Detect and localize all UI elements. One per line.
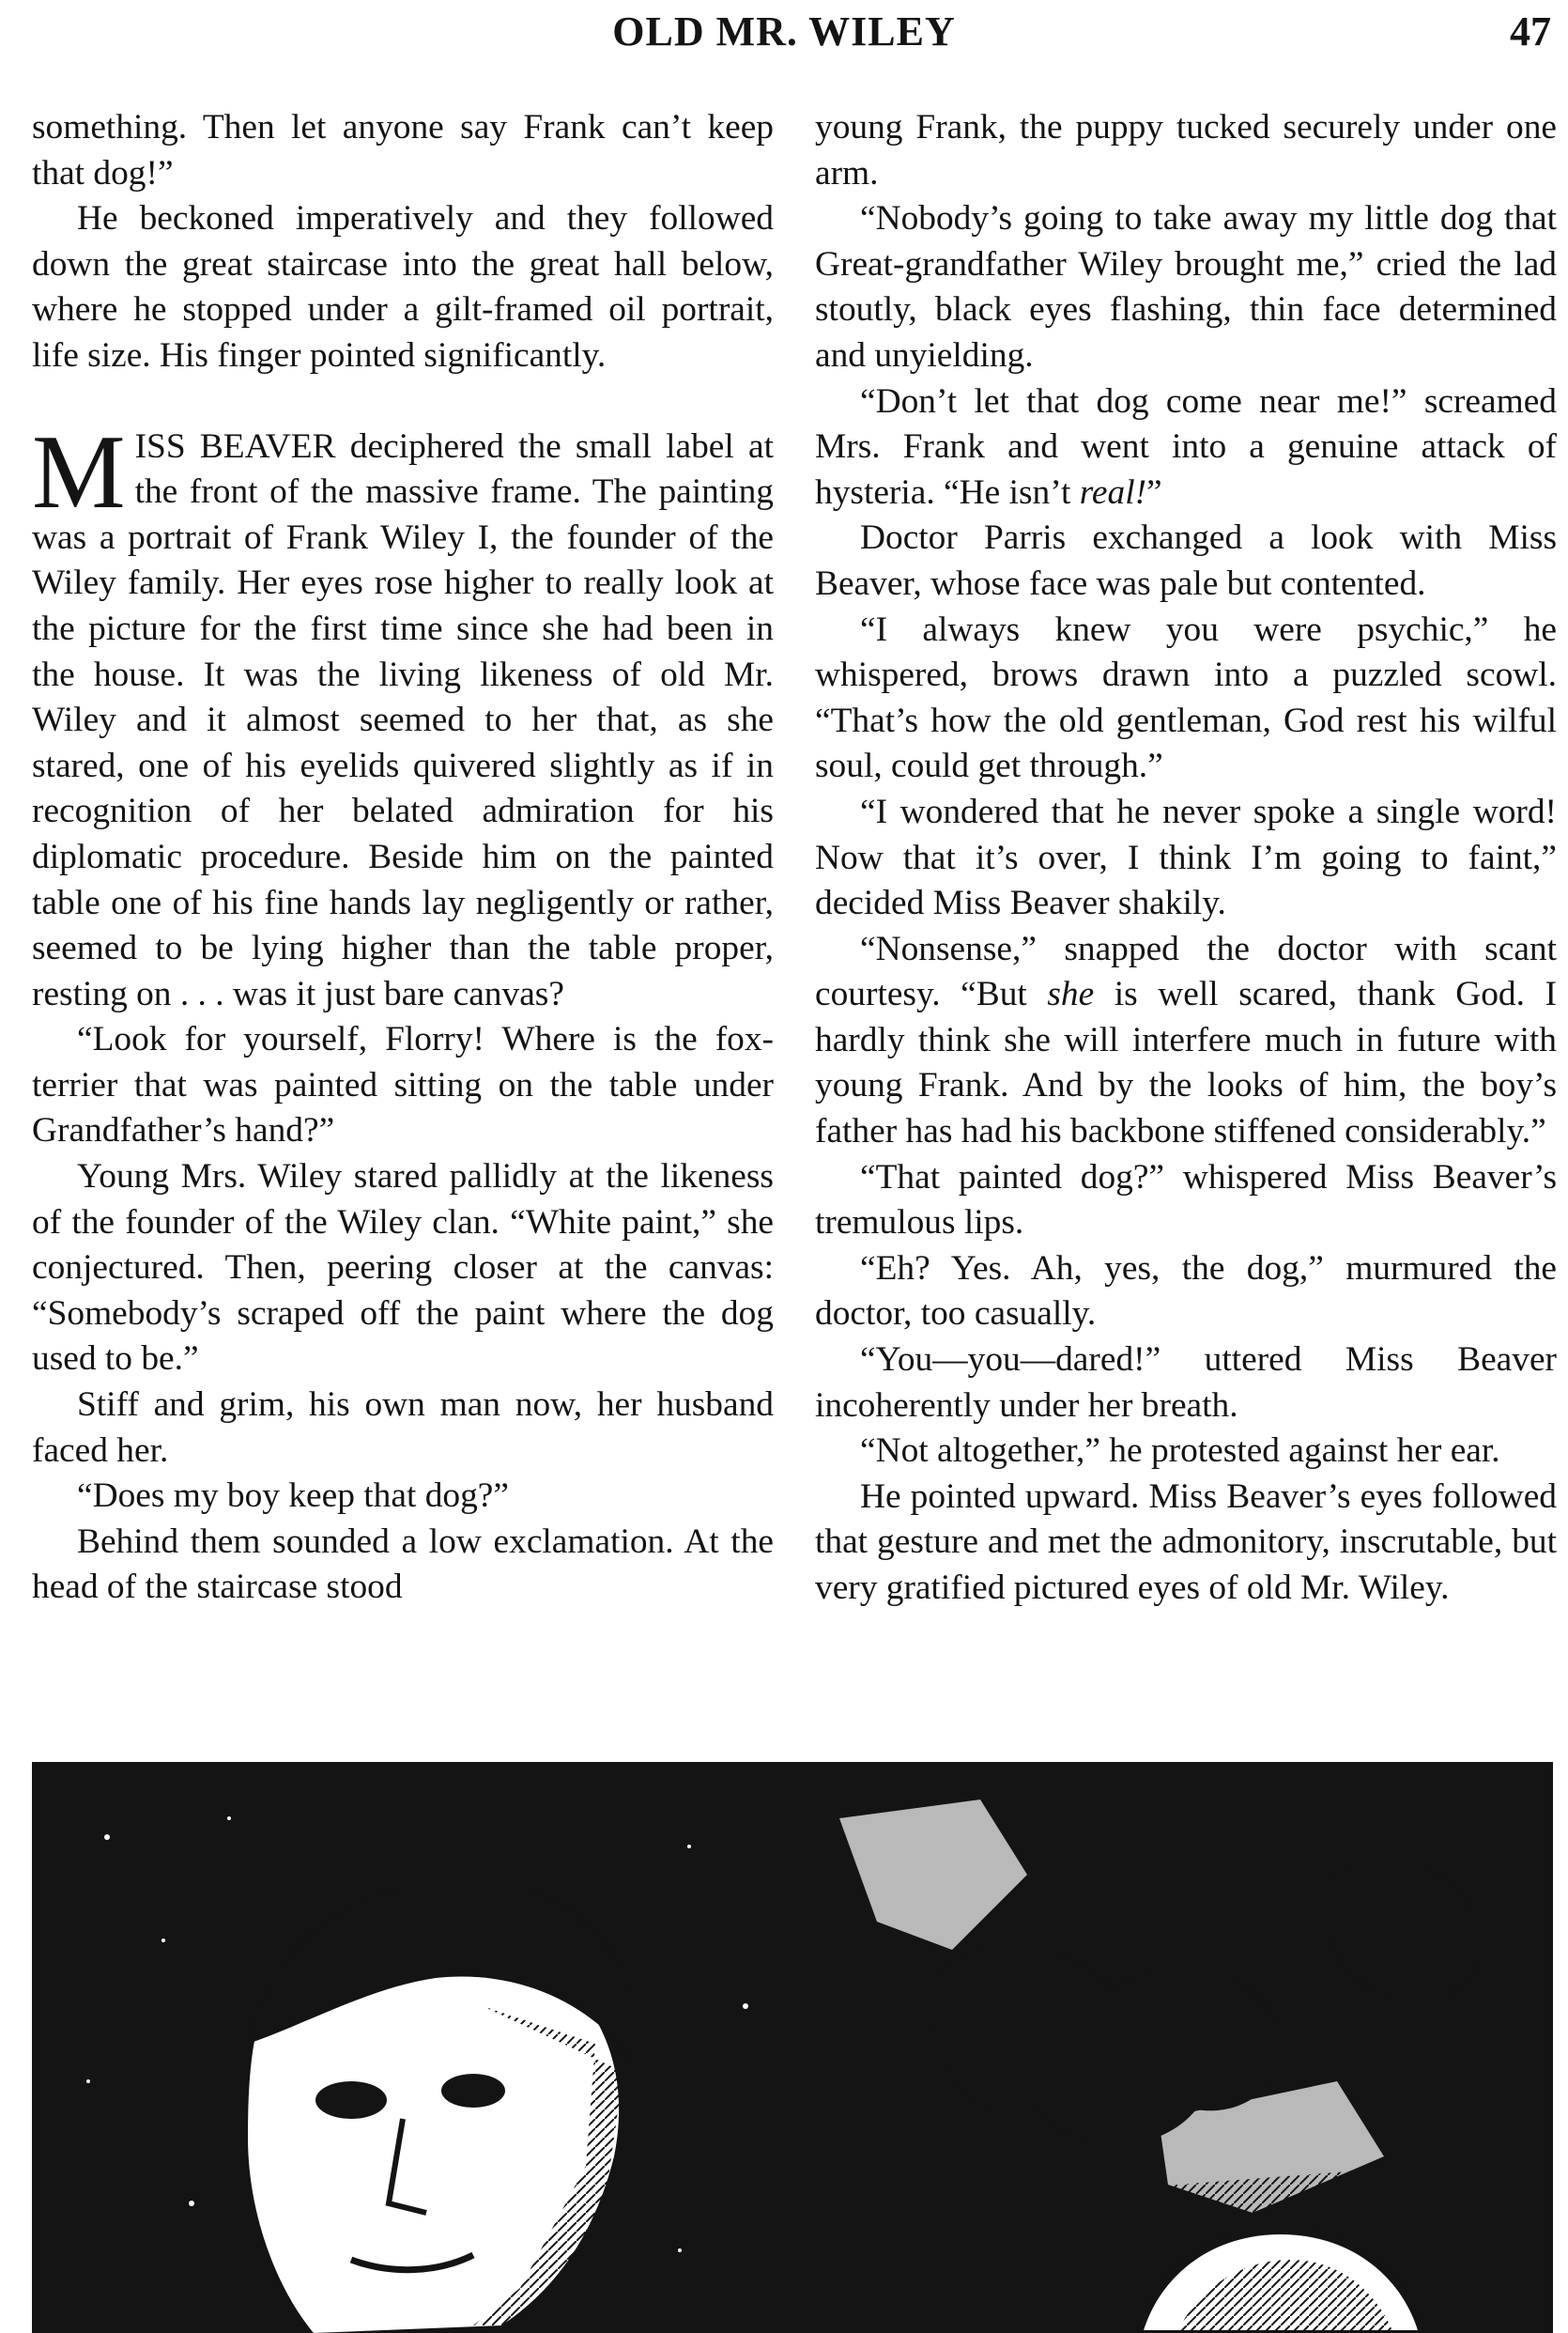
paragraph-text: is well scared, thank God. I hardly think she will interfere much in future with young Frank. And by the looks of him, the boy’s father has had his backbone stiffened considerably.”: [815, 975, 1557, 1151]
paragraph: Doctor Parris exchanged a look with Miss Beaver, whose face was pale but contented.: [815, 518, 1557, 603]
paragraph: [815, 379, 1557, 517]
paragraph: “I wondered that he never spoke a single word! Now that it’s over, I think I’m going to faint,” decided Miss Beaver shakily.: [815, 792, 1557, 923]
running-header: [0, 0, 1568, 66]
paragraph: young Frank, the puppy tucked securely under one arm.: [815, 108, 1557, 193]
section-start-paragraph: [32, 413, 774, 1018]
paragraph: [815, 927, 1557, 1155]
small-caps-lead: ISS BEAVER: [134, 426, 336, 466]
drop-cap: M: [32, 413, 126, 531]
paragraph: “You—you—dared!” uttered Miss Beaver incoherently under her breath.: [815, 1340, 1557, 1425]
paragraph: Behind them sounded a low exclamation. At the head of the staircase stood: [32, 1522, 774, 1607]
paragraph: Young Mrs. Wiley stared pallidly at the likeness of the founder of the Wiley clan. “White paint,” she conjectured. Then, peering closer at the canvas: “Somebody’s scraped off the paint where the dog used to be.”: [32, 1157, 774, 1379]
right-column: [815, 105, 1557, 1612]
running-title: OLD MR. WILEY: [612, 8, 956, 54]
woodcut-illustration: [32, 1762, 1553, 2333]
eye-shape: [441, 2074, 505, 2108]
eye-shape: [315, 2081, 387, 2119]
paragraph: “I always knew you were psychic,” he whispered, brows drawn into a puzzled scowl. “That’s how the old gentleman, God rest his wilful soul, could get through.”: [815, 610, 1557, 786]
paragraph: “Does my boy keep that dog?”: [77, 1476, 509, 1516]
paragraph: “Nobody’s going to take away my little dog that Great-grandfather Wiley brought me,” cried the lad stoutly, black eyes flashing, thin face determined and unyielding.: [815, 199, 1557, 375]
paragraph: “Look for yourself, Florry! Where is the fox-terrier that was painted sitting on the table under Grandfather’s hand?”: [32, 1020, 774, 1151]
page-number: 47: [1510, 8, 1551, 54]
paragraph: He beckoned imperatively and they followed down the great staircase into the great hall below, where he stopped under a gilt-framed oil portrait, life size. His finger pointed significantly.: [32, 199, 774, 375]
paragraph: “Not altogether,” he protested against her ear.: [860, 1431, 1500, 1471]
paragraph: “That painted dog?” whispered Miss Beaver’s tremulous lips.: [815, 1157, 1557, 1243]
paragraph-text: “Nonsense,” snapped the doctor with scant courtesy. “But: [815, 929, 1557, 1014]
paragraph-text: ”: [1146, 472, 1162, 512]
paragraph: He pointed upward. Miss Beaver’s eyes followed that gesture and met the admonitory, inscrutable, but very gratified pictured eyes of old Mr. Wiley.: [815, 1476, 1557, 1607]
paragraph: “Eh? Yes. Ah, yes, the dog,” murmured the doctor, too casually.: [815, 1248, 1557, 1334]
emphasis: she: [1047, 975, 1095, 1014]
paragraph-text: “Don’t let that dog come near me!” screamed Mrs. Frank and went into a genuine attack of hysteria. “He isn’t: [815, 381, 1557, 512]
paragraph: Stiff and grim, his own man now, her husband faced her.: [32, 1385, 774, 1470]
emphasis: real!: [1079, 472, 1147, 512]
paragraph: something. Then let anyone say Frank can’t keep that dog!”: [32, 108, 774, 193]
paragraph-text: deciphered the small label at the front of the massive frame. The painting was a portrait of Frank Wiley I, the founder of the Wiley family. Her eyes rose higher to really look at the picture for the first time since she had been in the house. It was the living likeness of old Mr. Wiley and it almost seemed to her that, as she stared, one of his eyelids quivered slightly as if in recognition of her belated admiration for his diplomatic procedure. Beside him on the painted table one of his fine hands lay negligently or rather, seemed to be lying higher than the table proper, resting on . . . was it just bare canvas?: [32, 426, 774, 1013]
left-column: [32, 105, 774, 1611]
